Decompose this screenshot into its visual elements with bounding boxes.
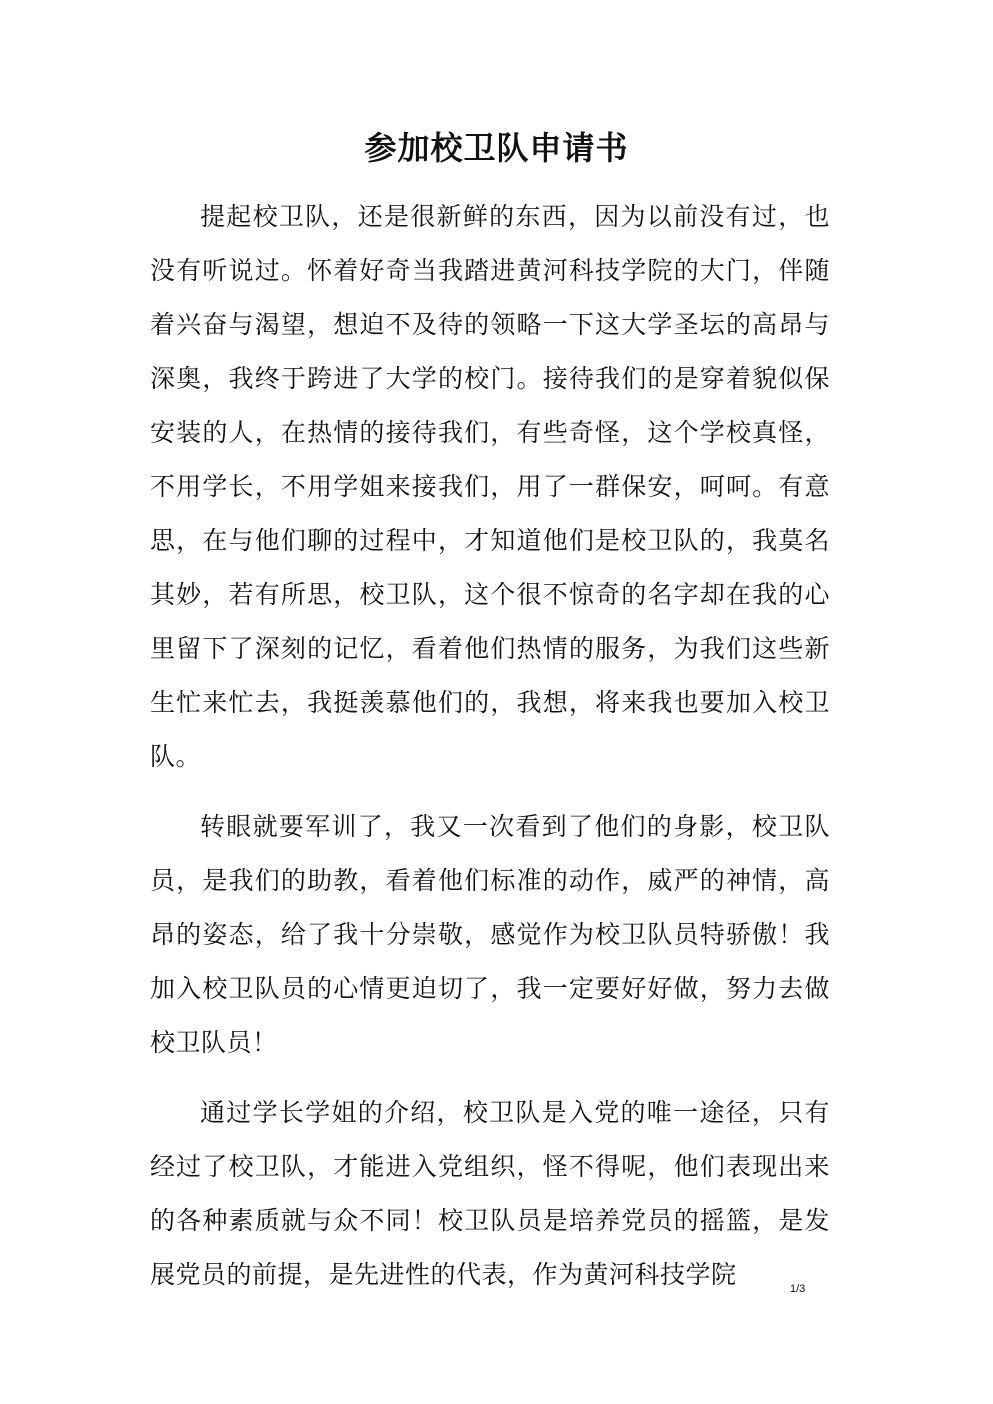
document-body: [150, 190, 830, 1318]
paragraph-3: 通过学长学姐的介绍，校卫队是入党的唯一途径，只有经过了校卫队，才能进入党组织，怪不得呢，他们表现出来的各种素质就与众不同！校卫队员是培养党员的摇篮，是发展党员的前提，是先进性的代表，作为黄河科技学院: [150, 1098, 830, 1289]
page-number: 1/3: [790, 1283, 806, 1295]
paragraph-1: 提起校卫队，还是很新鲜的东西，因为以前没有过，也没有听说过。怀着好奇当我踏进黄河科技学院的大门，伴随着兴奋与渴望，想迫不及待的领略一下这大学圣坛的高昂与深奥，我终于跨进了大学的校门。接待我们的是穿着貌似保安装的人，在热情的接待我们，有些奇怪，这个学校真怪，不用学长，不用学姐来接我们，用了一群保安，呵呵。有意思，在与他们聊的过程中，才知道他们是校卫队的，我莫名其妙，若有所思，校卫队，这个很不惊奇的名字却在我的心里留下了深刻的记忆，看着他们热情的服务，为我们这些新生忙来忙去，我挺羡慕他们的，我想，将来我也要加入校卫队。: [150, 202, 830, 771]
paragraph-2: 转眼就要军训了，我又一次看到了他们的身影，校卫队员，是我们的助教，看着他们标准的动作，威严的神情，高昂的姿态，给了我十分崇敬，感觉作为校卫队员特骄傲！我加入校卫队员的心情更迫切了，我一定要好好做，努力去做校卫队员！: [150, 812, 830, 1057]
document-title: 参加校卫队申请书: [364, 129, 629, 167]
